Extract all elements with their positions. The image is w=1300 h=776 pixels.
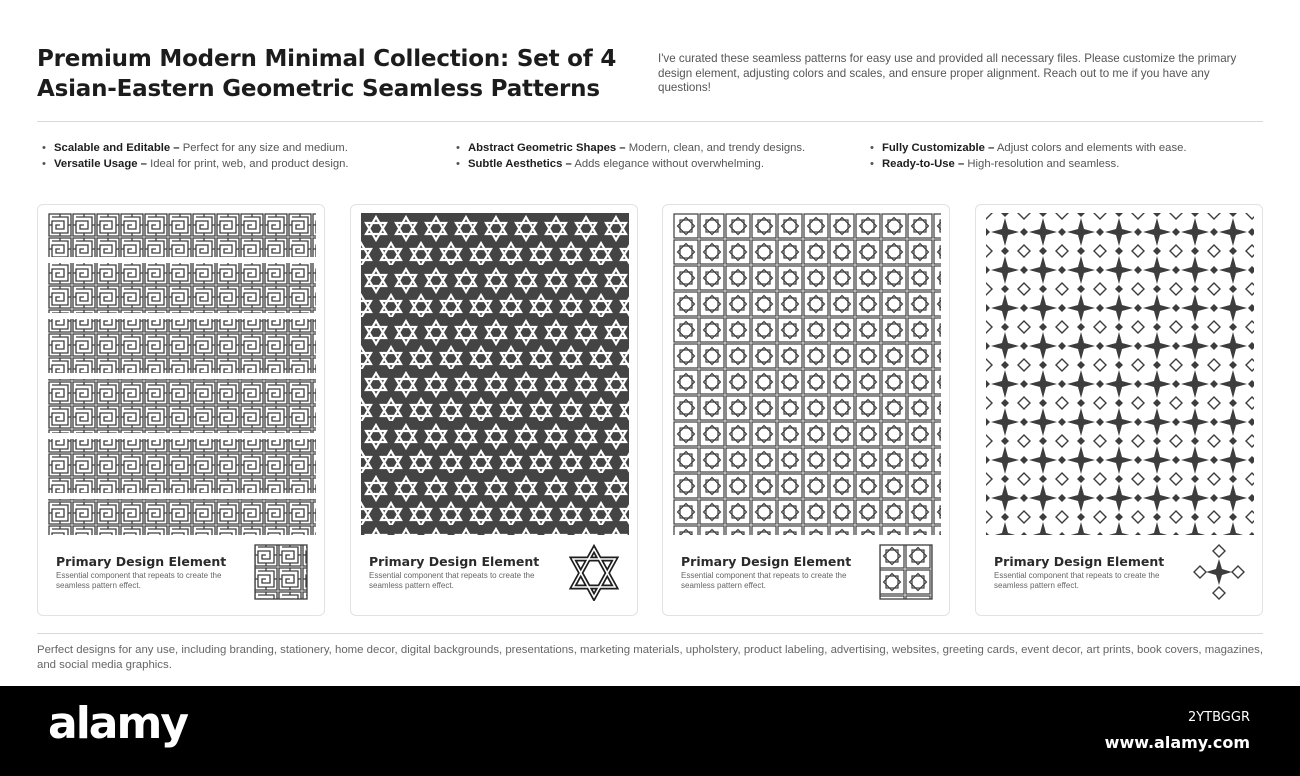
- bullet-icon: •: [870, 142, 874, 154]
- card-description: Essential component that repeats to create the seamless pattern effect.: [994, 571, 1160, 590]
- hexagram-pattern-preview: [361, 213, 629, 535]
- divider-bottom: [37, 633, 1263, 634]
- feature-title: Ready-to-Use –: [882, 157, 965, 170]
- feature-title: Versatile Usage –: [54, 157, 147, 170]
- bullet-icon: •: [42, 157, 46, 170]
- diamond-star-pattern-preview: [986, 213, 1254, 535]
- card-title: Primary Design Element: [369, 554, 540, 569]
- star-tile-pattern-preview: [673, 213, 941, 535]
- card-description: Essential component that repeats to create the seamless pattern effect.: [369, 571, 535, 590]
- feature-text: High-resolution and seamless.: [967, 157, 1120, 170]
- usage-description: Perfect designs for any use, including branding, stationery, home decor, digital backgrounds, presentations, marketing materials, upholstery, product labeling, advertising, websites, greeting cards, event decor, art prints, book covers, magazines, and social media graphics.: [37, 644, 1263, 671]
- feature-item: [456, 141, 856, 157]
- feature-title: Fully Customizable –: [882, 142, 995, 154]
- feature-item: [870, 157, 1270, 173]
- card-description: Essential component that repeats to create the seamless pattern effect.: [56, 571, 222, 590]
- feature-column-2: [456, 141, 856, 172]
- fret-pattern-preview: [48, 213, 316, 535]
- bullet-icon: •: [456, 142, 460, 154]
- feature-column-3: [870, 141, 1270, 172]
- feature-title: Scalable and Editable –: [54, 142, 180, 154]
- pattern-card-1[interactable]: [37, 204, 325, 616]
- pattern-card-2[interactable]: [350, 204, 638, 616]
- alamy-logo: alamy: [48, 698, 187, 749]
- feature-item: [870, 141, 1270, 157]
- fret-motif-icon: [254, 543, 308, 601]
- bullet-icon: •: [870, 157, 874, 170]
- watermark-bar: [0, 686, 1300, 776]
- feature-text: Modern, clean, and trendy designs.: [628, 142, 806, 154]
- feature-text: Adds elegance without overwhelming.: [574, 157, 764, 170]
- page-title: Premium Modern Minimal Collection: Set of 4 Asian-Eastern Geometric Seamless Patterns: [37, 46, 617, 102]
- header: [37, 44, 1263, 110]
- feature-title: Subtle Aesthetics –: [468, 157, 572, 170]
- bullet-icon: •: [42, 142, 46, 154]
- feature-text: Perfect for any size and medium.: [182, 142, 348, 154]
- feature-item: [456, 157, 856, 173]
- image-id: 2YTBGGR: [1187, 710, 1250, 725]
- feature-title: Abstract Geometric Shapes –: [468, 142, 626, 154]
- card-title: Primary Design Element: [994, 554, 1165, 569]
- feature-item: [42, 141, 442, 157]
- star-tile-motif-icon: [879, 543, 933, 601]
- bullet-icon: •: [456, 157, 460, 170]
- diamond-star-motif-icon: [1192, 543, 1246, 601]
- pattern-card-3[interactable]: [662, 204, 950, 616]
- feature-text: Adjust colors and elements with ease.: [996, 142, 1187, 154]
- feature-item: [42, 157, 442, 173]
- feature-list: [42, 141, 1262, 175]
- divider-top: [37, 121, 1263, 122]
- site-url: www.alamy.com: [1104, 733, 1250, 752]
- feature-text: Ideal for print, web, and product design.: [150, 157, 349, 170]
- hexagram-motif-icon: [567, 543, 621, 601]
- pattern-card-4[interactable]: [975, 204, 1263, 616]
- intro-text: I've curated these seamless patterns for easy use and provided all necessary files. Please customize the primary design element, adjusting colors and scales, and ensure proper alignment. Reach out to me if you have any questions!: [658, 52, 1237, 95]
- card-title: Primary Design Element: [681, 554, 852, 569]
- card-description: Essential component that repeats to create the seamless pattern effect.: [681, 571, 847, 590]
- feature-column-1: [42, 141, 442, 172]
- card-title: Primary Design Element: [56, 554, 227, 569]
